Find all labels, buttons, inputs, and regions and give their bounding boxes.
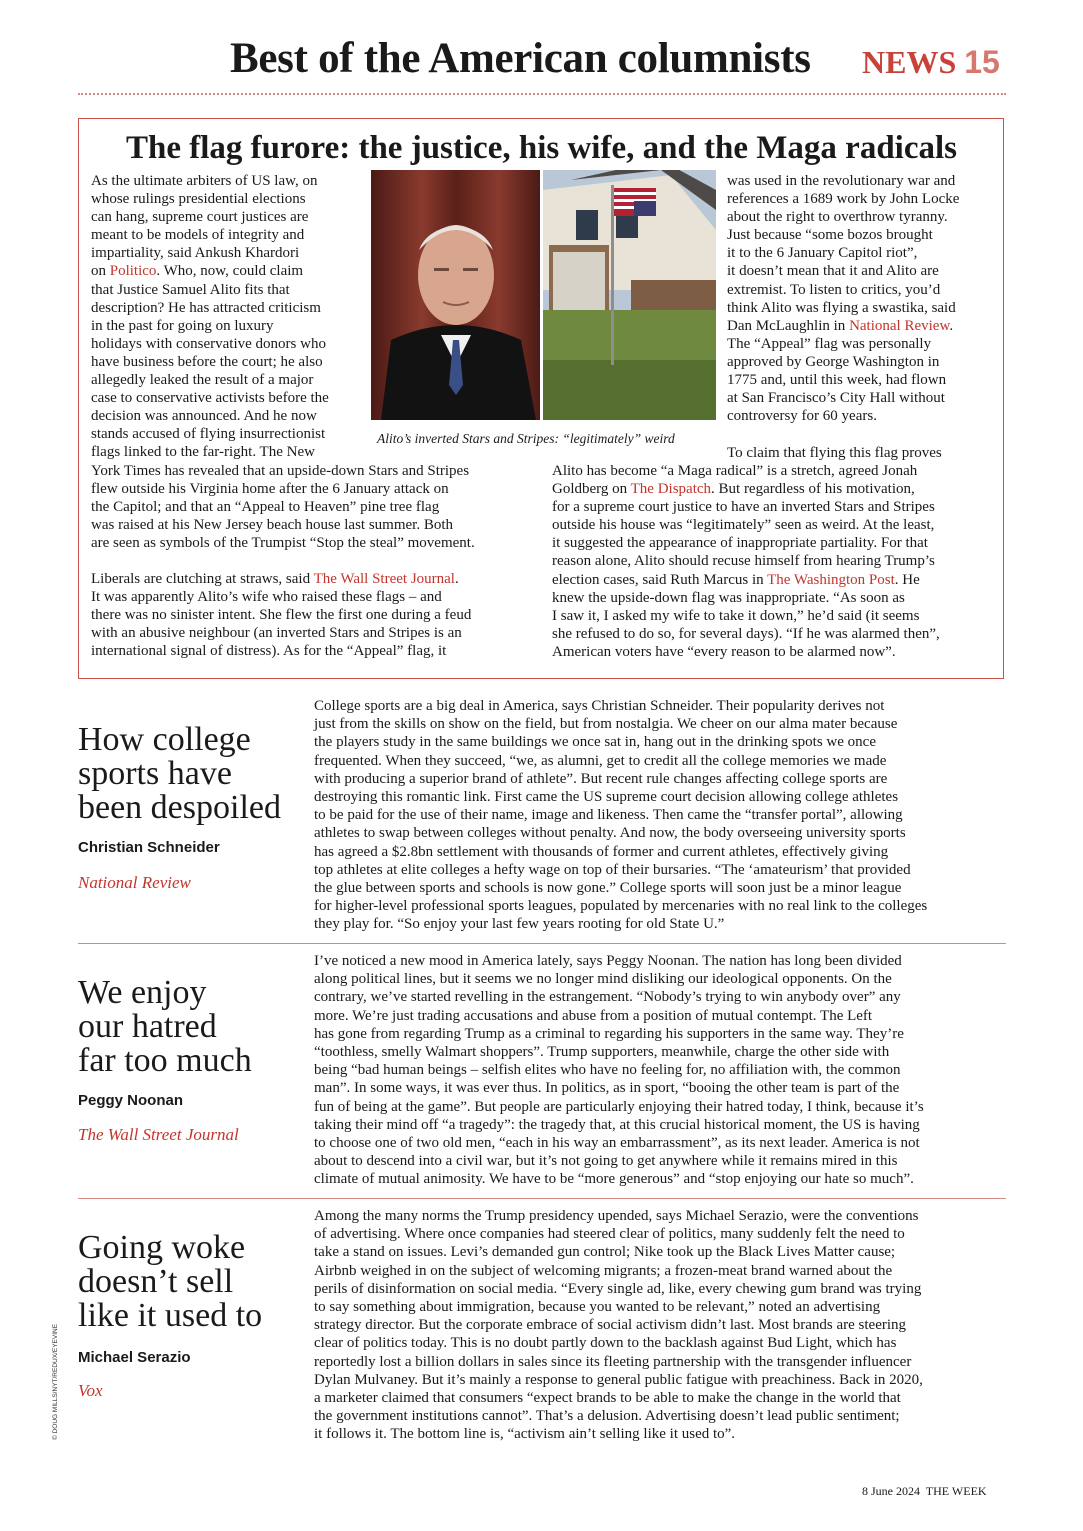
text-line: Alito has become “a Maga radical” is a stretch, agreed Jonah [552,463,918,479]
text-line: reason alone, Alito should recuse himself from hearing Trump’s [552,553,935,570]
text-line: about the right to overthrow tyranny. [727,209,948,226]
text-line [91,570,471,588]
column-publication-1: National Review [78,873,191,892]
text-line: outside his house was “legitimately” seen as weird. At the least, [552,517,935,534]
text-fragment: . [454,571,459,587]
text-line: The “Appeal” flag was personally [727,335,932,352]
text-line: Going woke [78,1229,246,1266]
text-line: was raised at his New Jersey beach house last summer. Both [91,517,453,534]
feature-column-1c [91,570,471,660]
text-line: decision was announced. And he now [91,408,317,425]
text-line: I’ve noticed a new mood in America lately, says Peggy Noonan. The nation has long been divided [314,953,902,969]
text-line: How college [78,721,251,758]
text-line: reportedly lost a billion dollars in sales since its fleeting partnership with the transgender influencer [314,1353,912,1370]
text-line: Dylan Mulvaney. But it’s mainly a response to general public fatigue with preachiness. Back in 2020, [314,1371,923,1388]
text-line: for a supreme court justice to have an inverted Stars and Stripes [552,499,935,516]
text-line: description? He has attracted criticism [91,299,321,316]
text-line: that Justice Samuel Alito fits that [91,281,290,298]
photo-credit: © DOUG MILLS/NYT/REDUX/EYEVINE [52,1323,59,1440]
footer-brand: THE WEEK [925,1484,987,1498]
header-divider [78,93,1006,95]
text-fragment: Liberals are clutching at straws, said [91,571,314,587]
text-line: there was no sinister intent. She flew the first one during a feud [91,607,472,624]
section-divider [78,1198,1006,1199]
text-line: doesn’t sell [78,1263,234,1300]
text-line: was used in the revolutionary war and [727,173,956,189]
text-line [727,317,959,335]
text-line: the players study in the same buildings we once sat in, hang out in the drinking spots we once [314,734,876,751]
text-line: case to conservative activists before the [91,390,329,407]
column-body-3 [314,1207,923,1444]
text-line: for higher-level professional sports leagues, populated by mercenaries with no real link to the colleges [314,898,928,915]
text-line: whose rulings presidential elections [91,191,306,208]
source-link[interactable]: Politico [109,263,157,280]
text-line: athletes to swap between colleges without penalty. And now, the body overseeing university sports [314,825,906,842]
text-line: American voters have “every reason to be alarmed now”. [552,643,896,660]
text-line: with producing a superior brand of athlete”. But recent rule changes affecting college sports are [314,770,888,787]
text-line: along political lines, but it seems we no longer mind disliking our ideological opponents. On the [314,971,892,988]
text-line: the glue between sports and schools is now gone.” College sports will soon just be a minor league [314,880,902,897]
text-line: allegedly leaked the result of a major [91,372,314,389]
text-line: 1775 and, until this week, had flown [727,372,947,389]
text-line: College sports are a big deal in America, says Christian Schneider. Their popularity derives not [314,698,885,714]
column-headline-1 [78,723,281,825]
text-line: clear of politics today. This is no doubt partly down to the backlash against Bud Light, which has [314,1335,897,1352]
text-line: in the past for going on luxury [91,317,274,334]
text-line: a marketer claimed that consumers “expect brands to be able to make the change in the world that [314,1390,901,1407]
text-line: with an abusive neighbour (an inverted Stars and Stripes is an [91,625,462,642]
text-line: holidays with conservative donors who [91,335,326,352]
section-label [862,44,1000,81]
source-link[interactable]: The Dispatch [630,481,712,498]
feature-title: The flag furore: the justice, his wife, and the Maga radicals [125,130,958,166]
text-fragment: . He [894,571,920,588]
text-line: international signal of distress). As for the “Appeal” flag, it [91,643,447,660]
text-fragment: election cases, said Ruth Marcus in [552,571,768,588]
text-line: meant to be models of integrity and [91,227,305,244]
feature-column-1b [91,462,475,552]
text-line: top athletes at elite colleges a hefty wage on top of their bursaries. “The ‘amateurism’ that provided [314,861,911,878]
text-line: impartiality, said Ankush Khardori [91,245,300,262]
text-line: more. We’re just trading accusations and abuse from a position of mutual contempt. The Left [314,1007,873,1024]
text-line: knew the upside-down flag was inappropriate. “As soon as [552,589,905,606]
text-line: sports have [78,755,232,792]
text-line: Among the many norms the Trump presidency upended, says Michael Serazio, were the conventions [314,1208,919,1224]
text-line: climate of mutual animosity. We have to be “more generous” and “stop enjoying our hate so much”. [314,1171,914,1188]
text-fragment: on [91,263,110,280]
text-line: have business before the court; he also [91,353,323,370]
page-title: Best of the American columnists [230,35,811,82]
text-line [552,480,940,498]
column-author-3: Michael Serazio [78,1349,191,1366]
feature-column-2b [552,462,940,661]
text-line: controversy for 60 years. [727,408,877,425]
text-line: extremist. To listen to critics, you’d [727,281,941,298]
text-line: think Alito was flying a swastika, said [727,299,956,316]
text-line: It was apparently Alito’s wife who raised these flags – and [91,589,442,606]
text-line: man”. In some ways, it was ever thus. In politics, as in sport, “booing the other team is part of the [314,1080,900,1097]
text-fragment: Dan McLaughlin in [727,317,850,334]
text-line: destroying this romantic link. First came the US supreme court decision allowing college athletes [314,789,899,806]
text-line: being “bad human beings – selfish elites who have no feeling for, no affiliation with, the common [314,1062,901,1079]
text-line: references a 1689 work by John Locke [727,191,960,208]
page-number: 15 [964,44,1000,80]
source-link[interactable]: National Review [849,317,950,334]
text-line: York Times has revealed that an upside-down Stars and Stripes [91,463,470,479]
section-divider [78,943,1006,944]
alito-flag-photo [371,170,716,420]
text-fragment: . [949,317,954,334]
column-body-2 [314,952,924,1189]
text-line: are seen as symbols of the Trumpist “Stop the steal” movement. [91,535,475,552]
text-line: has gone from regarding Trump as a criminal to regarding his supporters in the same way. They’re [314,1025,904,1042]
feature-column-2 [727,172,959,425]
feature-photo [371,170,716,420]
text-line: flags linked to the far-right. The New [91,444,315,461]
page-footer [862,1484,987,1499]
text-fragment: . Who, now, could claim [156,263,304,280]
text-line: far too much [78,1042,252,1079]
column-headline-2 [78,976,252,1078]
column-publication-2: The Wall Street Journal [78,1125,239,1144]
text-line: like it used to [78,1297,263,1334]
text-line: it to the 6 January Capitol riot”, [727,245,918,262]
text-line: to say something about immigration, because you wanted to be relevant,” noted an advertising [314,1299,881,1316]
source-link[interactable]: The Wall Street Journal [313,571,455,587]
text-line: contrary, we’ve started revelling in the estrangement. “Nobody’s trying to win anybody over” any [314,989,901,1006]
text-line: strategy director. But the corporate embrace of social activism didn’t last. Most brands are steering [314,1317,907,1334]
text-line: they play for. “So enjoy your last few years rooting for old State U.” [314,916,725,933]
text-line: our hatred [78,1008,217,1045]
text-line: just from the skills on show on the field, but from nostalgia. We cheer on our alma mater because [314,716,898,733]
section-name: NEWS [862,44,957,80]
text-line: the government institutions cannot”. That’s a delusion. Advertising doesn’t lead public sentiment; [314,1408,900,1425]
source-link[interactable]: The Washington Post [767,571,895,588]
text-line: it doesn’t mean that it and Alito are [727,263,939,280]
feature-column-1 [91,172,329,462]
text-line [91,262,329,280]
text-line: been despoiled [78,789,281,826]
text-line: it suggested the appearance of inappropriate partiality. For that [552,535,928,552]
text-line: take a stand on issues. Levi’s demanded gun control; Nike took up the Black Lives Matter cause; [314,1244,896,1261]
text-line: I saw it, I asked my wife to take it down,” he’d said (it seems [552,607,920,624]
column-headline-3 [78,1231,262,1333]
text-line: of advertising. Where once companies had steered clear of politics, many suddenly felt the need to [314,1226,905,1243]
text-line: stands accused of flying insurrectionist [91,426,326,443]
text-line: Just because “some bozos brought [727,227,933,244]
text-line: As the ultimate arbiters of US law, on [91,173,318,189]
text-line [552,571,940,589]
text-line: the Capitol; and that an “Appeal to Heaven” pine tree flag [91,499,440,516]
text-line: taking their mind off “a tragedy”: the tragedy that, at this crucial historical moment, the US is having [314,1116,920,1133]
feature-column-2b-first [727,444,942,462]
text-line: at San Francisco’s City Hall without [727,390,945,407]
text-line: has agreed a $2.8bn settlement with thousands of former and current athletes, effectively giving [314,843,889,860]
text-line: fun of being at the game”. But people are particularly enjoying their hatred today, I think, because it’s [314,1098,924,1115]
column-publication-3: Vox [78,1381,103,1400]
text-fragment: . But regardless of his motivation, [711,481,915,498]
column-author-2: Peggy Noonan [78,1092,184,1109]
text-line: frequented. When they succeed, “we, as alumni, get to credit all the college memories we made [314,752,887,769]
text-line: We enjoy [78,974,207,1011]
text-line: about to descend into a civil war, but it’s not going to get anywhere while it remains mired in this [314,1153,898,1170]
text-line: perils of disinformation on social media. “Every single ad, like, every chewing gum brand was trying [314,1280,922,1297]
text-line: approved by George Washington in [727,353,940,370]
para-first-line: To claim that flying this flag proves [727,445,942,461]
text-line: flew outside his Virginia home after the 6 January attack on [91,481,449,498]
column-body-1 [314,697,927,934]
text-line: “toothless, smelly Walmart shoppers”. Trump supporters, meanwhile, charge the other side with [314,1044,890,1061]
text-line: Airbnb weighed in on the subject of welcoming migrants; a frozen-meat brand warned about the [314,1262,893,1279]
footer-date: 8 June 2024 [862,1484,920,1498]
text-line: it follows it. The bottom line is, “activism ain’t selling like it used to”. [314,1426,736,1443]
text-fragment: Goldberg on [552,481,631,498]
photo-caption: Alito’s inverted Stars and Stripes: “legitimately” weird [377,431,675,446]
text-line: to choose one of two old men, “each in his way an embarrassment”, as its next leader. America is not [314,1135,920,1152]
column-author-1: Christian Schneider [78,839,220,856]
text-line: can hang, supreme court justices are [91,209,309,226]
text-line: to be paid for the use of their name, image and likeness. Then came the “transfer portal”, allowing [314,807,903,824]
text-line: she refused to do so, for several days). “If he was alarmed then”, [552,625,940,642]
